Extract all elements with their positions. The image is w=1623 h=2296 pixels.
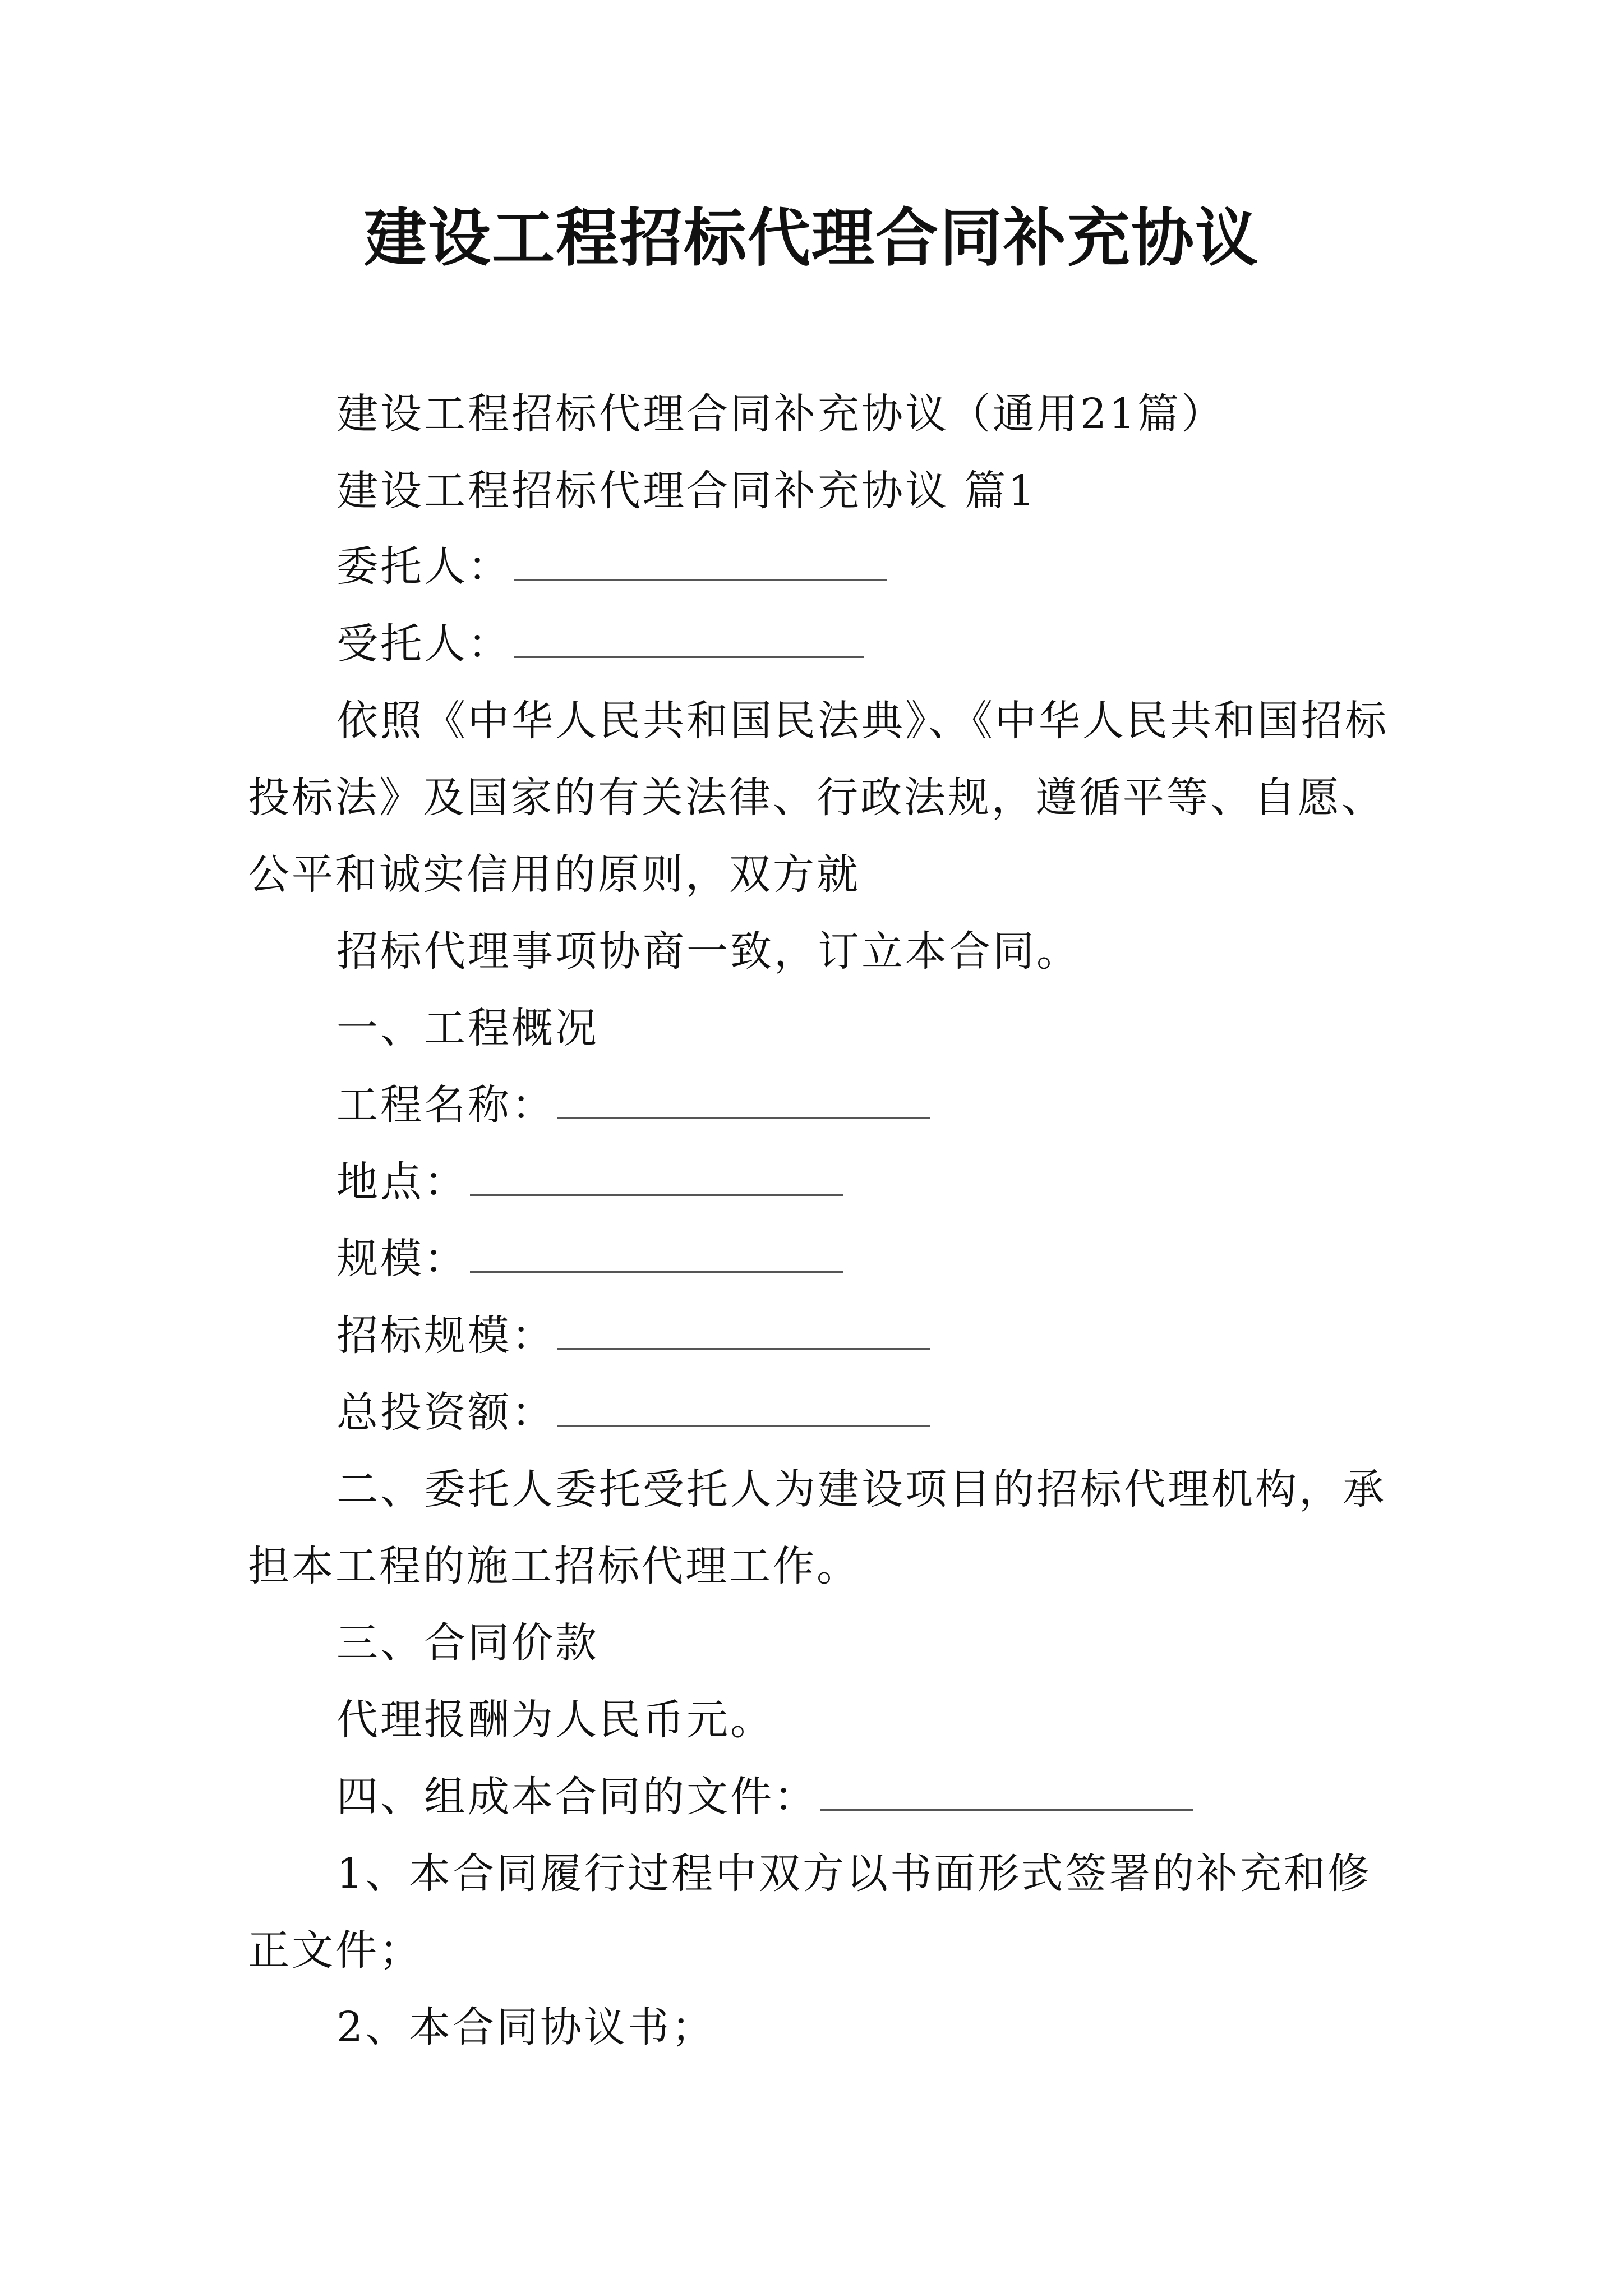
contract-documents-field xyxy=(336,1769,1193,1825)
document-item-2: 2、本合同协议书； xyxy=(336,2003,716,2051)
scale-field xyxy=(336,1231,843,1287)
location-label: 地点： xyxy=(336,1158,468,1206)
client-label: 委托人： xyxy=(336,542,511,591)
agent-blank xyxy=(514,624,864,658)
investment-blank xyxy=(557,1392,930,1427)
document-subtitle: 建设工程招标代理合同补充协议（通用21篇） xyxy=(336,390,1225,438)
tender-scale-blank xyxy=(557,1315,930,1350)
agreement-line: 招标代理事项协商一致，订立本合同。 xyxy=(336,927,1080,976)
section-entrustment-line-1: 二、委托人委托受托人为建设项目的招标代理机构，承 xyxy=(336,1465,1386,1513)
document-item-1-line-1: 1、本合同履行过程中双方以书面形式签署的补充和修 xyxy=(336,1849,1372,1898)
document-item-1-line-2: 正文件； xyxy=(248,1926,423,1975)
contract-documents-label: 四、组成本合同的文件： xyxy=(336,1773,818,1821)
tender-scale-label: 招标规模： xyxy=(336,1312,555,1360)
section-heading-1: 建设工程招标代理合同补充协议 篇1 xyxy=(336,467,1037,515)
location-field xyxy=(336,1154,843,1210)
client-blank xyxy=(514,546,887,581)
location-blank xyxy=(470,1162,843,1196)
section-contract-price: 三、合同价款 xyxy=(336,1619,599,1667)
investment-field xyxy=(336,1384,930,1441)
scale-label: 规模： xyxy=(336,1235,468,1283)
basis-paragraph-line-1: 依照《中华人民共和国民法典》、《中华人民共和国招标 xyxy=(336,697,1389,745)
scale-blank xyxy=(470,1239,843,1273)
basis-paragraph-line-3: 公平和诚实信用的原则，双方就 xyxy=(248,850,860,899)
agent-field xyxy=(336,616,864,672)
investment-label: 总投资额： xyxy=(336,1388,555,1437)
tender-scale-field xyxy=(336,1308,930,1364)
basis-paragraph-line-2: 投标法》及国家的有关法律、行政法规，遵循平等、自愿、 xyxy=(248,774,1385,822)
contract-documents-blank xyxy=(820,1777,1193,1811)
section-entrustment-line-2: 担本工程的施工招标代理工作。 xyxy=(248,1542,860,1590)
section-project-overview: 一、工程概况 xyxy=(336,1004,599,1052)
fee-line: 代理报酬为人民币元。 xyxy=(336,1696,774,1744)
agent-label: 受托人： xyxy=(336,620,511,668)
client-field xyxy=(336,539,887,595)
project-name-label: 工程名称： xyxy=(336,1081,555,1129)
project-name-field xyxy=(336,1077,930,1133)
project-name-blank xyxy=(557,1085,930,1119)
document-title: 建设工程招标代理合同补充协议 xyxy=(364,202,1259,275)
